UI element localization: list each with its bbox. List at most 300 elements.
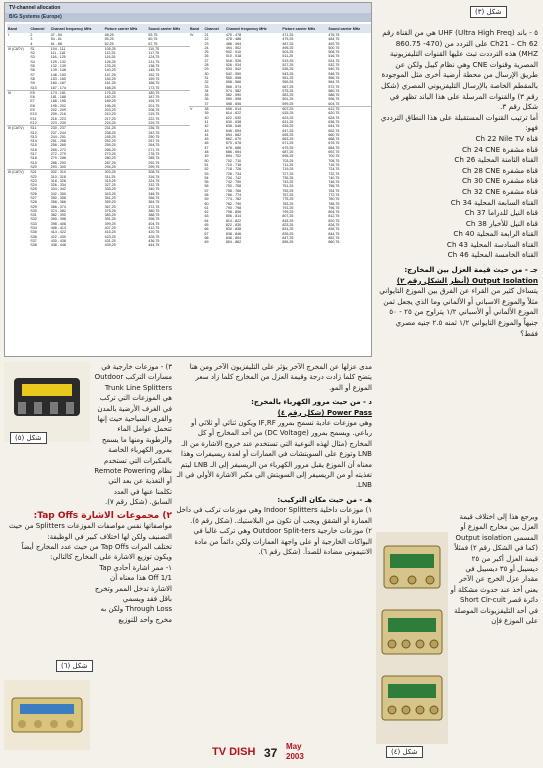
splitter-1: [384, 546, 440, 588]
table-cell: 660,75: [328, 132, 340, 137]
heading-isolation: جـ - من حيث قيمة العزل بين المخارج:: [404, 265, 538, 275]
table-cell: 831,25: [282, 227, 294, 232]
isolation-text: يتساءل كثير من القراء عن الفرق بين الموزع التايواني مثلاً والموزع الاسباني أو الألماني وما الذي يجعل ثمن الموزع الألماني أو الأسباني ١/٢ يتراوح من ٢٥ - ٥٠ جنيهاً والموزع التايواني ١/٢ ثمنه ٢.٥ جنيه مصري فقط؟: [379, 286, 538, 338]
table-cell: 55,25: [104, 37, 114, 42]
table-cell: 153 - 160: [50, 76, 66, 81]
col-band: Band: [7, 24, 29, 33]
table-cell: 622 - 630: [225, 115, 242, 120]
table-cell: 124,75: [148, 55, 160, 60]
table-cell: 29: [204, 67, 209, 72]
table-cell: 812,75: [328, 214, 340, 219]
table-cell: 55: [204, 180, 209, 185]
table-cell: 732,75: [328, 171, 340, 176]
table-cell: 53: [204, 171, 209, 176]
table-cell: 308,75: [147, 170, 190, 175]
table-cell: 209 - 216: [50, 112, 66, 117]
table-cell: 695,25: [282, 154, 294, 159]
table-cell: 251 - 258: [50, 139, 66, 144]
table-cell: S12: [30, 130, 37, 135]
table-cell: 54 - 61: [50, 37, 62, 42]
table-cell: 735,25: [282, 175, 294, 180]
table-subtitle: B/G Systems (Europe): [5, 13, 371, 22]
table-cell: I: [8, 33, 9, 37]
indoor-text: ١) موزعات داخلية Indoor Splitters وهي موزعات تركب في داخل العمارة أو الشقق ويجب أن تكون من البلاستيك. (شكل رقم ٥).: [176, 506, 372, 525]
table-cell: 580,75: [328, 88, 340, 93]
table-cell: 566 - 574: [225, 84, 242, 89]
table-cell: 54: [204, 175, 209, 180]
magazine-name: TV DISH: [212, 746, 256, 758]
table-cell: 46: [204, 141, 209, 146]
table-cell: 69: [204, 240, 209, 245]
table-cell: IV: [190, 33, 194, 37]
table-cell: 494 - 502: [225, 45, 242, 50]
outdoor-trunk-text: ٣) - موزعات خارجية في مسارات التركب Outdoor Trunk Line Splitters هي الموزعات التي تركب في الغرف الأرضية بالمدن والقرى السياحية حيث إنها تتحمل عوامل الماء والرطوبة ومنها ما يسمح بمرور الكهرباء الخاصة بالمكبرات التي تستخدم نظام Remote Powering أو التغذية عن بعد التي تكلمنا عنها في العدد السابق. (شكل رقم ٧).: [94, 363, 172, 507]
figure-6-photo: [4, 680, 90, 750]
table-cell: S8: [30, 76, 35, 81]
table-cell: 647,25: [282, 128, 294, 133]
table-cell: 180,75: [147, 90, 190, 95]
table-cell: 844,75: [328, 231, 340, 236]
left-column-text: [4, 362, 172, 625]
table-cell: 196,25: [104, 103, 116, 108]
table-cell: S37: [30, 238, 37, 243]
table-cell: 828,75: [328, 223, 340, 228]
table-cell: S7: [30, 72, 35, 77]
table-cell: 526 - 534: [225, 63, 242, 68]
table-cell: 229,75: [148, 120, 160, 125]
table-cell: 259,25: [104, 143, 116, 148]
table-cell: 356,75: [148, 195, 160, 200]
table-cell: S14: [30, 139, 37, 144]
table-cell: 59: [204, 197, 209, 202]
table-cell: 61 - 68: [50, 41, 62, 46]
isolation-subheading: Output Isolation (أنظر الشكل رقم ٢): [396, 275, 538, 285]
table-cell: S2: [30, 51, 35, 56]
table-cell: 57: [204, 188, 209, 193]
table-cell: 145,75: [148, 68, 160, 73]
table-cell: 174 - 181: [50, 90, 104, 95]
table-cell: 662 - 670: [225, 137, 242, 142]
table-cell: 126,25: [104, 59, 116, 64]
table-cell: 215,75: [148, 112, 160, 117]
table-cell: S19: [30, 160, 37, 165]
table-cell: 718 - 726: [225, 167, 242, 172]
table-cell: 471,25: [282, 33, 294, 37]
table-cell: 700,75: [328, 154, 340, 159]
table-cell: 663,25: [282, 137, 294, 142]
table-cell: E11: [30, 116, 37, 121]
table-cell: 478 - 486: [225, 37, 242, 42]
table-cell: 414 - 422: [50, 230, 66, 235]
table-cell: 815,25: [282, 218, 294, 223]
table-cell: 147,25: [104, 72, 116, 77]
channel-list-item: القناة الثامنة المحلية Ch 26: [454, 155, 538, 165]
table-cell: 117,75: [148, 51, 160, 56]
table-cell: 716,75: [328, 162, 340, 167]
table-cell: 359,25: [104, 200, 116, 205]
table-cell: S25: [30, 187, 37, 192]
table-cell: 838 - 846: [225, 231, 242, 236]
col-freq: Channel frequency MHz: [50, 24, 104, 33]
table-cell: 52: [204, 167, 209, 172]
table-cell: 244 - 251: [50, 134, 66, 139]
table-cell: 396,75: [148, 217, 160, 222]
table-cell: 342 - 350: [50, 191, 66, 196]
table-cell: 479,25: [282, 37, 294, 42]
channel-list-item: قناة مشفرة Ch 30 CNE: [462, 176, 538, 186]
table-cell: 839,25: [282, 231, 294, 236]
table-cell: 37: [204, 101, 209, 106]
table-cell: 684,75: [328, 145, 340, 150]
heading-power-pass: د - من حيث مرور الكهرباء بالمخرج:: [251, 398, 372, 407]
tap-offs-text: مواصفاتها نفس مواصفات الموزعات Splitters من حيث التصنيف ولكن لها اختلاف كبير في الوظيفة:: [8, 522, 172, 541]
table-cell: 374 - 382: [50, 208, 66, 213]
table-cell: 188 - 195: [50, 99, 66, 104]
table-cell: S15: [30, 143, 37, 148]
table-cell: E8: [30, 103, 35, 108]
table-cell: 2: [30, 33, 33, 37]
table-cell: 265 - 272: [50, 147, 66, 152]
table-cell: E6: [30, 95, 35, 100]
table-cell: 814 - 822: [225, 218, 242, 223]
table-cell: [189, 240, 204, 244]
table-cell: 772,75: [328, 192, 340, 197]
table-cell: S17: [30, 152, 37, 157]
table-cell: S29: [30, 204, 37, 209]
table-cell: 532,75: [328, 63, 340, 68]
table-cell: 139 - 146: [50, 68, 66, 73]
table-cell: 105,25: [104, 46, 148, 51]
table-cell: 243,75: [148, 130, 160, 135]
col-picture: Picture carrier MHz: [281, 24, 327, 33]
table-cell: 791,25: [282, 205, 294, 210]
table-cell: 56: [204, 184, 209, 189]
table-cell: S22: [30, 174, 37, 179]
table-cell: 604,75: [328, 101, 340, 106]
table-cell: 500,75: [328, 45, 340, 50]
channel-allocation-table: [4, 2, 372, 357]
isolation-text-2: ويرجع هذا إلى اختلاف قيمة العزل بين مخارج الموزع أو المسمى Output isolation (كما في الشكل رقم ٢) فمثلاً قيمة العزل أكبر من ٢٥ ديسيبل أو ٣٥ ديسيبل في مقدار عزل الخرج عن الآخر يعني أخذ عند حدوث مشكلة أو دائرة قصر Short Cir-cuit في أحد التليفزيونات الموصلة على الموزع فإن: [450, 513, 538, 626]
table-cell: S18: [30, 156, 37, 161]
table-cell: 751,25: [282, 184, 294, 189]
table-cell: 724,75: [328, 167, 340, 172]
table-cell: 518 - 526: [225, 58, 242, 63]
table-cell: 366 - 374: [50, 204, 66, 209]
table-cell: 294,25: [104, 164, 116, 169]
table-cell: 161,25: [104, 81, 116, 86]
channel-list-item: القناة الرابعة المحلية Ch 40: [453, 229, 538, 239]
table-cell: 470 - 478: [225, 33, 242, 37]
channel-list-item: القناة السادسة المحلية Ch 43: [446, 239, 538, 249]
table-cell: 36: [204, 97, 209, 102]
table-cell: 67,75: [148, 41, 158, 46]
table-cell: 599,25: [282, 101, 294, 106]
table-cell: 302 - 310: [50, 170, 104, 175]
table-cell: 340,75: [148, 187, 160, 192]
table-cell: 644,75: [328, 124, 340, 129]
table-cell: 112,25: [104, 51, 116, 56]
table-cell: 372,75: [148, 204, 160, 209]
table-cell: 422 - 430: [50, 234, 66, 239]
table-cell: 860,75: [328, 240, 340, 245]
table-cell: 415,25: [104, 230, 116, 235]
table-cell: 412,75: [148, 226, 160, 231]
table-cell: 202 - 209: [50, 108, 66, 113]
table-cell: S11: [29, 126, 49, 131]
table-cell: 51: [204, 162, 209, 167]
table-cell: 806 - 814: [225, 214, 242, 219]
table-left-half: [7, 24, 190, 248]
table-cell: S24: [30, 183, 37, 188]
table-cell: 588,75: [328, 93, 340, 98]
table-cell: E10: [30, 112, 37, 117]
table-cell: 271,75: [148, 147, 160, 152]
table-cell: 210,25: [104, 112, 116, 117]
table-cell: 222,75: [148, 116, 160, 121]
table-cell: 702 - 710: [225, 158, 242, 163]
table-cell: 42: [204, 124, 209, 129]
table-cell: S13: [30, 134, 37, 139]
page-number: 37: [264, 746, 278, 760]
table-cell: 399,25: [104, 221, 116, 226]
table-cell: 53,75: [148, 33, 158, 37]
table-cell: [7, 243, 29, 247]
table-cell: 636,75: [328, 119, 340, 124]
table-cell: 620,75: [328, 111, 340, 116]
table-cell: S4: [30, 59, 35, 64]
table-cell: 799,25: [282, 210, 294, 215]
table-cell: 58: [204, 192, 209, 197]
col-sound: Sound carrier MHz: [147, 24, 190, 33]
table-cell: S36: [30, 234, 37, 239]
table-cell: 654 - 662: [225, 132, 242, 137]
table-cell: 574 - 582: [225, 88, 242, 93]
table-cell: 278,75: [148, 152, 160, 157]
table-cell: S3: [30, 55, 35, 60]
table-cell: 558 - 566: [225, 80, 242, 85]
table-cell: S27: [30, 195, 37, 200]
table-cell: 110,75: [147, 46, 190, 51]
table-cell: 358 - 366: [50, 200, 66, 205]
figure-5-label: شكل (٥): [10, 432, 47, 444]
table-cell: 615,25: [282, 111, 294, 116]
table-cell: 324,75: [148, 178, 160, 183]
table-cell: 556,75: [328, 75, 340, 80]
table-cell: 607,25: [281, 107, 327, 112]
table-cell: 266,25: [104, 147, 116, 152]
table-cell: 195 - 202: [50, 103, 66, 108]
table-cell: 431,25: [104, 238, 116, 243]
table-cell: 671,25: [282, 141, 294, 146]
table-cell: S23: [30, 178, 37, 183]
table-cell: 133,25: [104, 64, 116, 69]
table-cell: 630 - 638: [225, 119, 242, 124]
table-cell: 67: [204, 231, 209, 236]
table-cell: 182,25: [104, 95, 116, 100]
table-cell: 118 - 125: [50, 55, 66, 60]
table-cell: 535,25: [282, 67, 294, 72]
table-cell: 388,75: [148, 213, 160, 218]
table-cell: E9: [30, 108, 35, 113]
table-cell: 428,75: [148, 234, 160, 239]
table-cell: 391,25: [104, 217, 116, 222]
table-cell: 343,25: [104, 191, 116, 196]
table-cell: 287,25: [104, 160, 116, 165]
table-cell: 484,75: [328, 37, 340, 42]
table-cell: 548,75: [328, 71, 340, 76]
table-cell: 734 - 742: [225, 175, 242, 180]
table-cell: 231,25: [104, 126, 148, 131]
table-cell: 47 - 54: [50, 33, 62, 37]
table-cell: 764,75: [328, 188, 340, 193]
table-cell: 612,75: [327, 107, 372, 112]
table-cell: 855,25: [282, 240, 294, 245]
table-cell: S31: [30, 213, 37, 218]
table-cell: 774 - 782: [225, 197, 242, 202]
figure-4-label: شكل (٤): [386, 746, 423, 758]
table-cell: 27: [204, 58, 209, 63]
table-cell: 250,75: [148, 134, 160, 139]
table-cell: 502 - 510: [225, 50, 242, 55]
table-cell: 63: [204, 214, 209, 219]
table-cell: 48,25: [104, 33, 114, 37]
table-cell: 62: [204, 210, 209, 215]
power-pass-text: وهي موزعات عادية تسمح بمرور IF,RF ويكون ثنائي أو ثلاثي أو رباعي. ويسمح بمرور (DC Voltage) من أحد المخارج أو كل المخارج (مثال لهذه النوعية التي تستخدم عند خروج الاشارة من الـ LNB وتوزع على السويتشات في العمارات أو لعدة ريسيفرات وهذا معناه أن الموزع يقبل مرور الكهرباء من الريسيفر إلى الـ LNB ليتم تغذيته أو من الريسيفر إلى السويتش الى مكبر الاشارة الأولي في الـ LNB.: [176, 419, 372, 490]
table-cell: 140,25: [104, 68, 116, 73]
table-cell: 286 - 293: [50, 160, 66, 165]
table-cell: 41: [204, 119, 209, 124]
table-cell: 743,25: [282, 180, 294, 185]
table-cell: 217,25: [104, 116, 116, 121]
table-cell: 582 - 590: [225, 93, 242, 98]
table-cell: 559,25: [282, 80, 294, 85]
table-cell: 614 - 622: [225, 111, 242, 116]
table-cell: 383,25: [104, 213, 116, 218]
table-cell: 310 - 318: [50, 174, 66, 179]
table-cell: 49: [204, 154, 209, 159]
table-cell: 273,25: [104, 152, 116, 157]
table-right-half: [189, 24, 372, 245]
table-cell: 64: [204, 218, 209, 223]
table-cell: 348,75: [148, 191, 160, 196]
table-cell: 146 - 153: [50, 72, 66, 77]
table-cell: 132 - 139: [50, 64, 66, 69]
table-cell: 154,25: [104, 76, 116, 81]
table-cell: 28: [204, 63, 209, 68]
table-cell: E12: [30, 120, 37, 125]
table-cell: 742 - 750: [225, 180, 242, 185]
table-cell: 224,25: [104, 120, 116, 125]
table-cell: 299,75: [148, 164, 160, 169]
table-cell: 252,25: [104, 139, 116, 144]
table-cell: 575,25: [282, 88, 294, 93]
table-cell: 540,75: [328, 67, 340, 72]
table-cell: 303,25: [104, 170, 148, 175]
table-cell: 21: [204, 33, 209, 37]
table-cell: 758 - 766: [225, 188, 242, 193]
table-cell: 125 - 132: [50, 59, 66, 64]
table-cell: 444,75: [148, 243, 160, 248]
table-cell: 788,75: [328, 201, 340, 206]
issue-month: May: [286, 742, 302, 751]
table-cell: 708,75: [328, 158, 340, 163]
table-title: TV-channel allocation: [5, 3, 371, 13]
table-cell: S10: [30, 85, 37, 90]
table-cell: 486 - 494: [225, 41, 242, 46]
table-cell: 798 - 806: [225, 210, 242, 215]
table-cell: 3: [30, 37, 33, 42]
table-cell: 436,75: [148, 238, 160, 243]
table-cell: 382 - 390: [50, 213, 66, 218]
table-cell: 551,25: [282, 75, 294, 80]
table-cell: 623,25: [282, 115, 294, 120]
table-cell: 687,25: [282, 150, 294, 155]
table-cell: 318 - 326: [50, 178, 66, 183]
table-cell: 572,75: [328, 84, 340, 89]
table-cell: 166,75: [148, 81, 160, 86]
table-cell: 510 - 518: [225, 54, 242, 59]
table-cell: 836,75: [328, 227, 340, 232]
table-cell: 335,25: [104, 187, 116, 192]
col-picture: Picture carrier MHz: [104, 24, 148, 33]
table-cell: 591,25: [282, 97, 294, 102]
table-cell: 631,25: [282, 119, 294, 124]
table-cell: 748,75: [328, 180, 340, 185]
table-cell: 804,75: [328, 210, 340, 215]
table-cell: 679,25: [282, 145, 294, 150]
table-cell: 65: [204, 223, 209, 228]
table-cell: 796,75: [328, 205, 340, 210]
table-cell: 181 - 188: [50, 95, 66, 100]
table-cell: 767,25: [282, 192, 294, 197]
table-cell: 168,25: [104, 85, 116, 90]
table-cell: 676,75: [328, 141, 340, 146]
table-cell: S28: [30, 200, 37, 205]
table-cell: 756,75: [328, 184, 340, 189]
col-sound: Sound carrier MHz: [327, 24, 372, 33]
table-cell: 534 - 542: [225, 67, 242, 72]
table-cell: 159,75: [148, 76, 160, 81]
figure-3-label: شكل (٣): [470, 6, 507, 18]
table-cell: S33: [30, 221, 37, 226]
table-cell: 257,75: [148, 139, 160, 144]
table-cell: 740,75: [328, 175, 340, 180]
table-cell: 311,25: [104, 174, 116, 179]
table-cell: 495,25: [282, 45, 294, 50]
table-cell: 567,25: [282, 84, 294, 89]
table-cell: III: [7, 90, 29, 95]
table-cell: 23: [204, 41, 209, 46]
table-cell: 487,25: [282, 41, 294, 46]
table-cell: 238,25: [104, 130, 116, 135]
table-cell: 208,75: [148, 108, 160, 113]
tap-offs-text-2: تختلف المرات Tap Offs من حيث عدد المخارج أيضاً ويكون توزيع الاشارة على المخارج كالتالي:: [21, 542, 172, 562]
table-cell: S20: [30, 164, 37, 169]
table-cell: 404,75: [148, 221, 160, 226]
table-cell: E5: [29, 90, 49, 95]
table-cell: 726 - 734: [225, 171, 242, 176]
table-cell: 34: [204, 88, 209, 93]
table-cell: 823,25: [282, 223, 294, 228]
table-cell: 639,25: [282, 124, 294, 129]
table-cell: 542 - 550: [225, 71, 242, 76]
table-cell: 4: [30, 41, 33, 46]
table-cell: S32: [30, 217, 37, 222]
table-cell: 201,75: [148, 103, 160, 108]
table-cell: III (CATV): [7, 46, 29, 51]
col-channel: Channel: [29, 24, 49, 33]
table-cell: V: [189, 107, 204, 112]
